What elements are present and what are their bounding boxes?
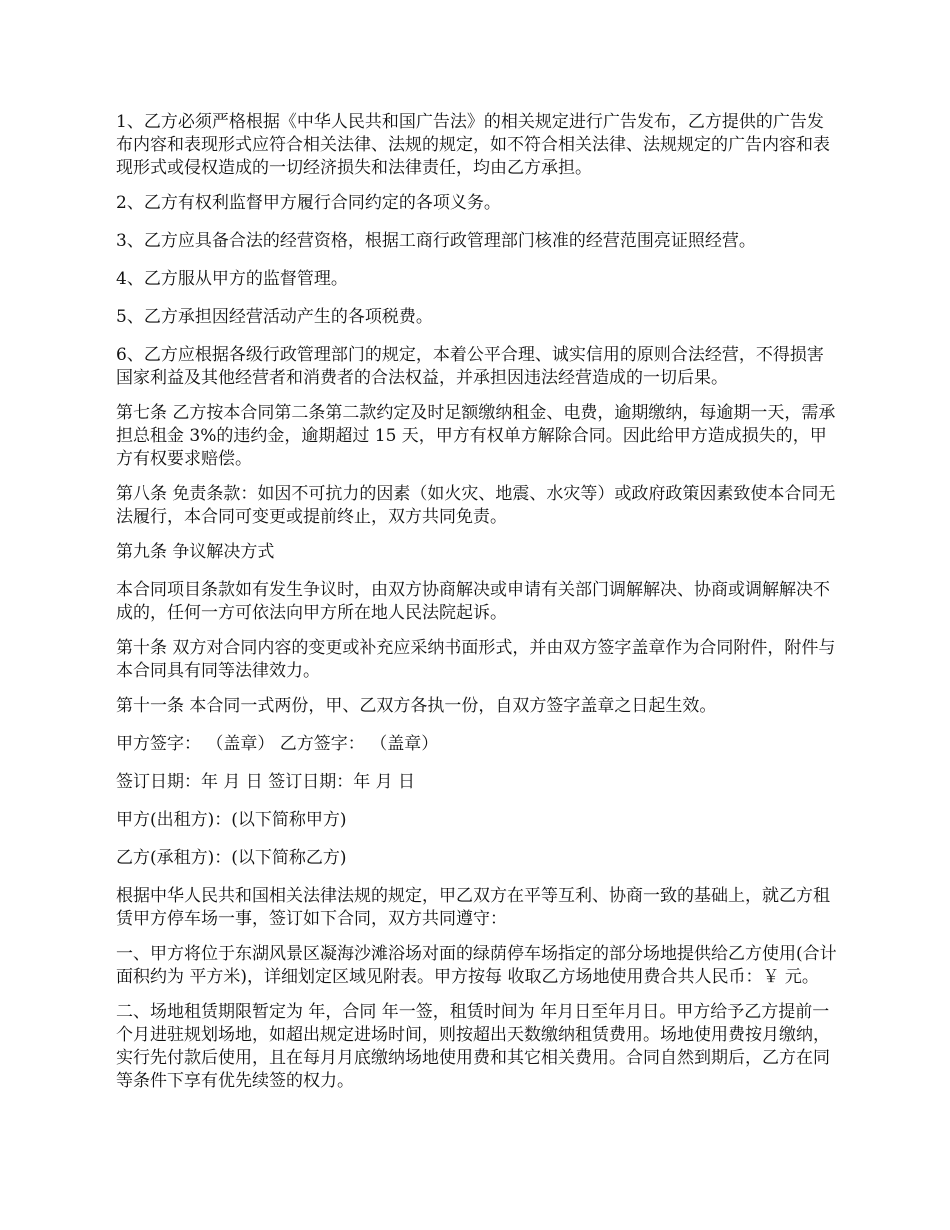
- clause-paragraph: 5、乙方承担因经营活动产生的各项税费。: [116, 307, 433, 327]
- document-body: [116, 111, 838, 1105]
- party-b-line: 乙方(承租方)：(以下简称乙方): [116, 848, 347, 868]
- article-8-paragraph: 第八条 免责条款：如因不可抗力的因素（如火灾、地震、水灾等）或政府政策因素致使本合同无法履行，本合同可变更或提前终止，双方共同免责。: [116, 484, 836, 527]
- preamble-paragraph: 根据中华人民共和国相关法律法规的规定，甲乙双方在平等互利、协商一致的基础上，就乙方租赁甲方停车场一事，签订如下合同，双方共同遵守：: [116, 886, 830, 929]
- clause-paragraph: 2、乙方有权利监督甲方履行合同约定的各项义务。: [116, 193, 501, 213]
- article-10-paragraph: 第十条 双方对合同内容的变更或补充应采纳书面形式，并由双方签字盖章作为合同附件，附件与本合同具有同等法律效力。: [116, 638, 836, 681]
- clause-paragraph: 4、乙方服从甲方的监督管理。: [116, 269, 348, 289]
- article-7-paragraph: 第七条 乙方按本合同第二条第二款约定及时足额缴纳租金、电费，逾期缴纳，每逾期一天，需承担总租金 3%的违约金，逾期超过 15 天，甲方有权单方解除合同。因此给甲方造成损失的，甲方有权要求赔偿。: [116, 403, 836, 469]
- article-9-heading: 第九条 争议解决方式: [116, 542, 275, 562]
- article-11-paragraph: 第十一条 本合同一式两份，甲、乙双方各执一份，自双方签字盖章之日起生效。: [116, 696, 717, 716]
- signing-date-line: 签订日期：年 月 日 签订日期：年 月 日: [116, 772, 416, 792]
- signature-line: 甲方签字： （盖章） 乙方签字： （盖章）: [116, 734, 439, 754]
- section-2-paragraph: 二、场地租赁期限暂定为 年，合同 年一签，租赁时间为 年月日至年月日。甲方给予乙方提前一个月进驻规划场地，如超出规定进场时间，则按超出天数缴纳租赁费用。场地使用费按月缴纳，实行先付款后使用，且在每月月底缴纳场地使用费和其它相关费用。合同自然到期后，乙方在同等条件下享有优先续签的权力。: [116, 1002, 830, 1091]
- clause-paragraph: 3、乙方应具备合法的经营资格，根据工商行政管理部门核准的经营范围亮证照经营。: [116, 231, 756, 251]
- section-1-paragraph: 一、甲方将位于东湖风景区凝海沙滩浴场对面的绿荫停车场指定的部分场地提供给乙方使用(合计面积约为 平方米)，详细划定区域见附表。甲方按每 收取乙方场地使用费合共人民币：￥ 元。: [116, 944, 837, 987]
- party-a-line: 甲方(出租方)：(以下简称甲方): [116, 810, 347, 830]
- dispute-paragraph: 本合同项目条款如有发生争议时，由双方协商解决或申请有关部门调解解决、协商或调解解决不成的，任何一方可依法向甲方所在地人民法院起诉。: [116, 580, 830, 623]
- clause-paragraph: 1、乙方必须严格根据《中华人民共和国广告法》的相关规定进行广告发布，乙方提供的广告发布内容和表现形式应符合相关法律、法规的规定，如不符合相关法律、法规规定的广告内容和表现形式或侵权造成的一切经济损失和法律责任，均由乙方承担。: [116, 112, 830, 178]
- clause-paragraph: 6、乙方应根据各级行政管理部门的规定，本着公平合理、诚实信用的原则合法经营，不得损害国家利益及其他经营者和消费者的合法权益，并承担因违法经营造成的一切后果。: [116, 345, 824, 388]
